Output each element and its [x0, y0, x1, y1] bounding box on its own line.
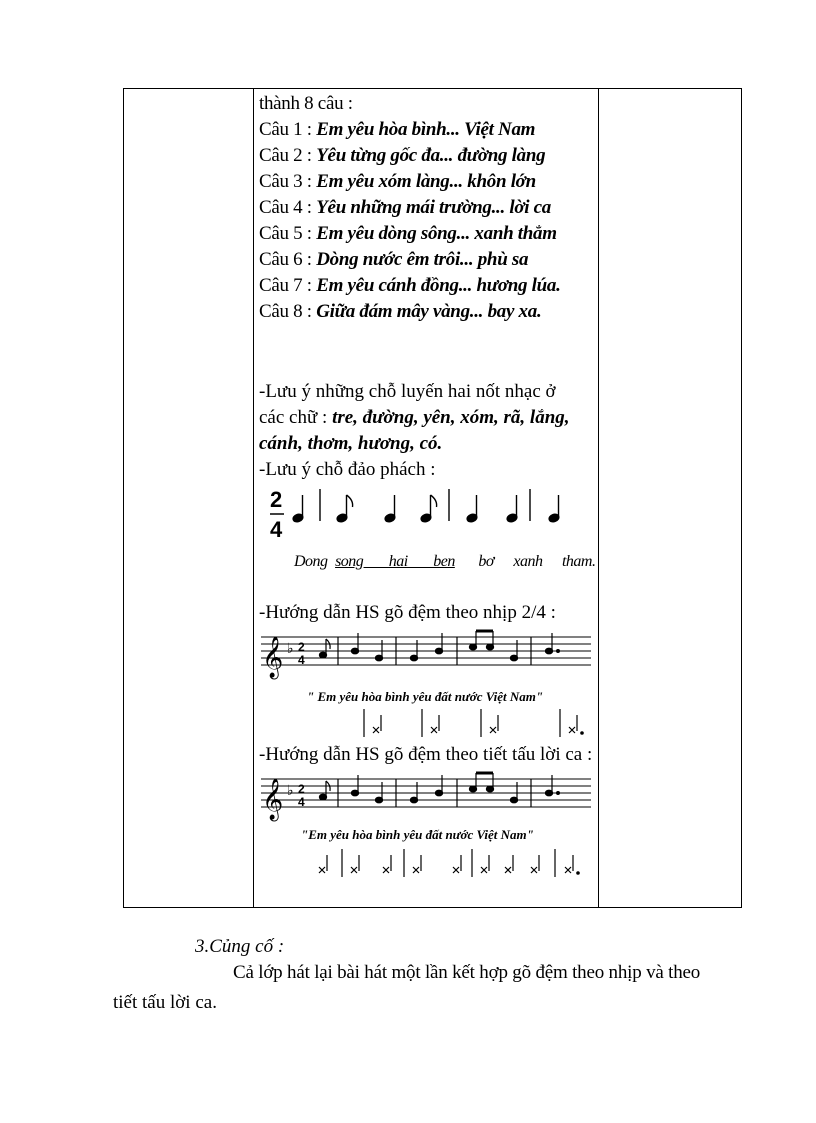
note-line: cánh, thơm, hương, có. — [259, 433, 443, 454]
verse-line: Câu 5 : Em yêu dòng sông... xanh thẳm — [259, 223, 557, 244]
svg-text:4: 4 — [298, 653, 305, 667]
note-line: -Lưu ý chỗ đảo phách : — [259, 459, 436, 480]
guide-beat: -Hướng dẫn HS gõ đệm theo nhịp 2/4 : — [259, 602, 556, 623]
intro-line: thành 8 câu : — [259, 93, 353, 114]
syncopation-lyric: Dong song hai ben bơ xanh tham. — [294, 553, 596, 570]
svg-text:4: 4 — [298, 795, 305, 809]
svg-text:2: 2 — [298, 640, 305, 654]
score-lyric-2: "Em yêu hòa bình yêu đất nước Việt Nam" — [301, 827, 534, 842]
beat-marks-1 — [359, 707, 589, 739]
svg-text:2: 2 — [298, 782, 305, 796]
rhythm-marks-2 — [309, 847, 594, 879]
content-cell — [259, 91, 599, 325]
treble-clef-icon: 𝄞 — [262, 637, 284, 678]
slur-note — [259, 379, 570, 483]
music-score-2 — [259, 769, 599, 827]
note-line: -Lưu ý những chỗ luyến hai nốt nhạc ở — [259, 381, 556, 402]
verse-line: Câu 8 : Giữa đám mây vàng... bay xa. — [259, 301, 542, 322]
paragraph-line: tiết tấu lời ca. — [113, 992, 217, 1013]
verse-line: Câu 6 : Dòng nước êm trôi... phù sa — [259, 249, 529, 270]
note-line: các chữ : tre, đường, yên, xóm, rã, lắng, — [259, 407, 570, 428]
verse-line: Câu 4 : Yêu những mái trường... lời ca — [259, 197, 552, 218]
verse-line: Câu 3 : Em yêu xóm làng... khôn lớn — [259, 171, 536, 192]
score-lyric-1: " Em yêu hòa bình yêu đất nước Việt Nam" — [307, 689, 544, 704]
treble-clef-icon: 𝄞 — [262, 779, 284, 820]
time-sig-bottom: 4 — [270, 517, 283, 542]
lesson-table — [123, 88, 742, 908]
time-sig-top: 2 — [270, 487, 283, 512]
flat-icon: ♭ — [287, 783, 294, 799]
verse-line: Câu 1 : Em yêu hòa bình... Việt Nam — [259, 119, 536, 140]
syncopation-rhythm — [264, 481, 594, 549]
verse-line: Câu 2 : Yêu từng gốc đa... đường làng — [259, 145, 546, 166]
section-heading: 3.Củng cố : — [195, 936, 285, 957]
flat-icon: ♭ — [287, 641, 294, 657]
column-divider — [253, 89, 254, 907]
guide-rhythm: -Hướng dẫn HS gõ đệm theo tiết tấu lời ca : — [259, 744, 593, 765]
verse-line: Câu 7 : Em yêu cánh đồng... hương lúa. — [259, 275, 561, 296]
music-score-1 — [259, 627, 599, 685]
paragraph-line: Cả lớp hát lại bài hát một lần kết hợp gõ đệm theo nhịp và theo — [233, 962, 701, 983]
